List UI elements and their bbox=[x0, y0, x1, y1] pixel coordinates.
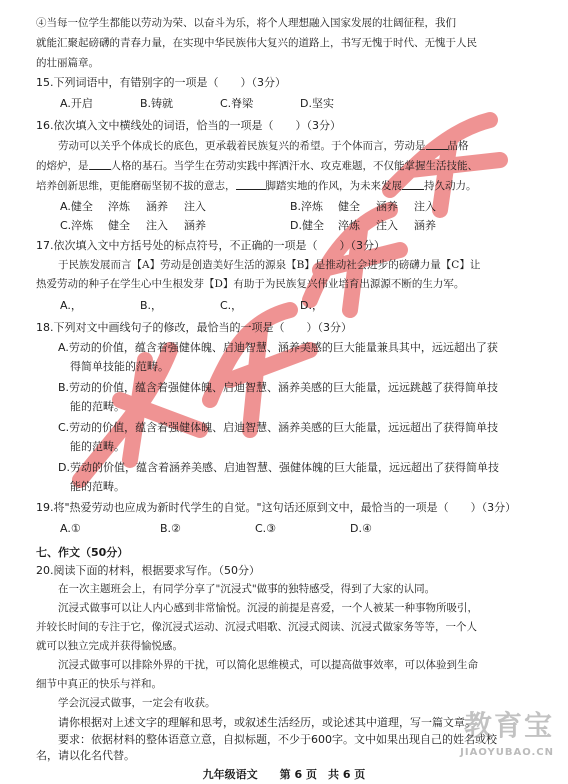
brand-url: JIAOYUBAO.CN bbox=[460, 747, 554, 758]
passage-line: ④当每一位学生都能以劳动为荣、以奋斗为乐，将个人理想融入国家发展的壮阔征程，我们 bbox=[36, 17, 456, 29]
q20-requirement: 要求：依据材料的整体语意立意，自拟标题，不少于600字。文中如果出现自己的姓名或校 bbox=[58, 733, 497, 746]
q15-option-b: B.铸就 bbox=[140, 97, 174, 110]
q19-option-d: D.④ bbox=[350, 522, 372, 535]
q15-stem: 15.下列词语中，有错别字的一项是（ ）（3分） bbox=[36, 76, 286, 89]
q16-option-a bbox=[60, 199, 206, 214]
q17-option-b: B.， bbox=[140, 299, 163, 312]
q17-option-d: D.， bbox=[300, 299, 323, 312]
q20-requirement-cont: 名，请以化名代替。 bbox=[36, 749, 135, 762]
fill-blank bbox=[89, 159, 111, 170]
q16-option-b bbox=[290, 199, 436, 214]
q16-text: 持久动力。 bbox=[424, 180, 477, 192]
q16-word: 涵养 bbox=[184, 219, 206, 232]
q16-word: 注入 bbox=[414, 200, 436, 213]
fill-blank bbox=[236, 179, 266, 190]
q20-instruction: 请你根据对上述文字的理解和思考，或叙述生活经历，或论述其中道理，写一篇文章。 bbox=[58, 716, 476, 729]
q18-option-d: D.劳动的价值，蕴含着涵养美感、启迪智慧、强健体魄的巨大能量，远远超出了获得简单技 bbox=[58, 461, 499, 474]
page-footer: 九年级语文 第 6 页 共 6 页 bbox=[202, 768, 366, 781]
q17-option-c: C.， bbox=[220, 299, 243, 312]
q17-option-a: A.， bbox=[60, 299, 82, 312]
q15-option-d: D.坚实 bbox=[300, 97, 334, 110]
q18-option-b: B.劳动的价值，蕴含着强健体魄、启迪智慧、涵养美感的巨大能量，远远跳越了获得简单技 bbox=[58, 381, 499, 394]
q18-stem: 18.下列对文中画线句子的修改，最恰当的一项是（ ）（3分） bbox=[36, 321, 352, 334]
q16-word: 注入 bbox=[146, 219, 168, 232]
q20-material-line: 学会沉浸式做事，一定会有收获。 bbox=[58, 697, 216, 709]
brand-logo: 教育宝 bbox=[463, 709, 554, 742]
q16-text: 品格 bbox=[447, 140, 469, 152]
q16-option-d bbox=[290, 218, 436, 233]
q17-passage-line: 热爱劳动的种子在学生心中生根发芽【D】有助于为民族复兴伟业培育出源源不断的生力军。 bbox=[36, 278, 465, 290]
q16-text: 人格的基石。当学生在劳动实践中挥洒汗水、攻克难题，不仅能掌握生活技能、 bbox=[110, 160, 478, 172]
q16-word: 涵养 bbox=[376, 200, 398, 213]
q16-passage-line bbox=[36, 179, 477, 194]
section-heading: 七、作文（50分） bbox=[36, 546, 129, 559]
q20-material-line: 细节中真正的快乐与祥和。 bbox=[36, 678, 162, 690]
q16-word: A.健全 bbox=[60, 200, 93, 213]
q20-material-line: 在一次主题班会上，有同学分享了"沉浸式"做事的独特感受，得到了大家的认同。 bbox=[58, 583, 436, 595]
q16-text: 劳动可以关乎个体成长的底色，更承载着民族复兴的希望。于个体而言，劳动是 bbox=[58, 140, 426, 152]
q18-option-a: A.劳动的价值，蕴含着强健体魄、启迪智慧、涵养美感的巨大能量兼具其中，远远超出了获 bbox=[58, 341, 498, 354]
q16-word: 淬炼 bbox=[108, 200, 130, 213]
q16-word: 健全 bbox=[338, 200, 360, 213]
q18-option-b-cont: 能的范畴。 bbox=[70, 400, 125, 413]
q19-option-c: C.③ bbox=[255, 522, 277, 535]
q18-option-a-cont: 得简单技能的范畴。 bbox=[70, 360, 169, 373]
q18-option-d-cont: 能的范畴。 bbox=[70, 480, 125, 493]
q16-text: 脚踏实地的作风，为未来发展 bbox=[265, 180, 402, 192]
q18-option-c-cont: 能的范畴。 bbox=[70, 440, 125, 453]
q20-material-line: 就可以独立完成并获得愉悦感。 bbox=[36, 640, 183, 652]
q16-text: 培养创新思维，更能磨砺坚韧不拔的意志， bbox=[36, 180, 236, 192]
q16-word: C.淬炼 bbox=[60, 219, 94, 232]
q16-word: 注入 bbox=[376, 219, 398, 232]
q15-option-a: A.开启 bbox=[60, 97, 93, 110]
q16-word: 健全 bbox=[108, 219, 130, 232]
q20-material-line: 并较长时间的专注于它，像沉浸式运动、沉浸式唱歌、沉浸式阅读、沉浸式做家务等等，一个人 bbox=[36, 621, 477, 633]
passage-line: 的壮丽篇章。 bbox=[36, 57, 99, 69]
fill-blank bbox=[402, 179, 424, 190]
passage-line: 就能汇聚起磅礴的青春力量，在实现中华民族伟大复兴的道路上，书写无愧于时代、无愧于人民 bbox=[36, 37, 477, 49]
fill-blank bbox=[426, 139, 448, 150]
q17-passage-line: 于民族发展而言【A】劳动是创造美好生活的源泉【B】是推动社会进步的磅礴力量【C】让 bbox=[58, 259, 481, 271]
q16-word: D.健全 bbox=[290, 219, 324, 232]
q20-stem: 20.阅读下面的材料，根据要求写作。（50分） bbox=[36, 564, 260, 577]
q16-text: 的熔炉，是 bbox=[36, 160, 89, 172]
q16-stem: 16.依次填入文中横线处的词语，恰当的一项是（ ）（3分） bbox=[36, 119, 341, 132]
q15-option-c: C.脊梁 bbox=[220, 97, 254, 110]
q16-passage-line bbox=[58, 139, 469, 154]
q16-word: 注入 bbox=[184, 200, 206, 213]
q16-option-c bbox=[60, 218, 206, 233]
q19-stem: 19.将"热爱劳动也应成为新时代学生的自觉。"这句话还原到文中，最恰当的一项是（ ）（3分） bbox=[36, 501, 517, 514]
q16-word: 涵养 bbox=[146, 200, 168, 213]
q19-option-a: A.① bbox=[60, 522, 81, 535]
q16-word: B.淬炼 bbox=[290, 200, 324, 213]
q16-word: 淬炼 bbox=[338, 219, 360, 232]
q20-material-line: 沉浸式做事可以排除外界的干扰，可以简化思维模式，可以提高做事效率，可以体验到生命 bbox=[58, 659, 478, 671]
q19-option-b: B.② bbox=[160, 522, 181, 535]
q20-material-line: 沉浸式做事可以让人内心感到非常愉悦。沉浸的前提是喜爱，一个人被某一种事物所吸引， bbox=[58, 602, 478, 614]
q18-option-c: C.劳动的价值，蕴含着强健体魄、启迪智慧、涵养美感的巨大能量，远远超出了获得简单技 bbox=[58, 421, 499, 434]
q17-stem: 17.依次填入文中方括号处的标点符号，不正确的一项是（ ）（3分） bbox=[36, 239, 385, 252]
q16-passage-line bbox=[36, 159, 478, 174]
q16-word: 涵养 bbox=[414, 219, 436, 232]
